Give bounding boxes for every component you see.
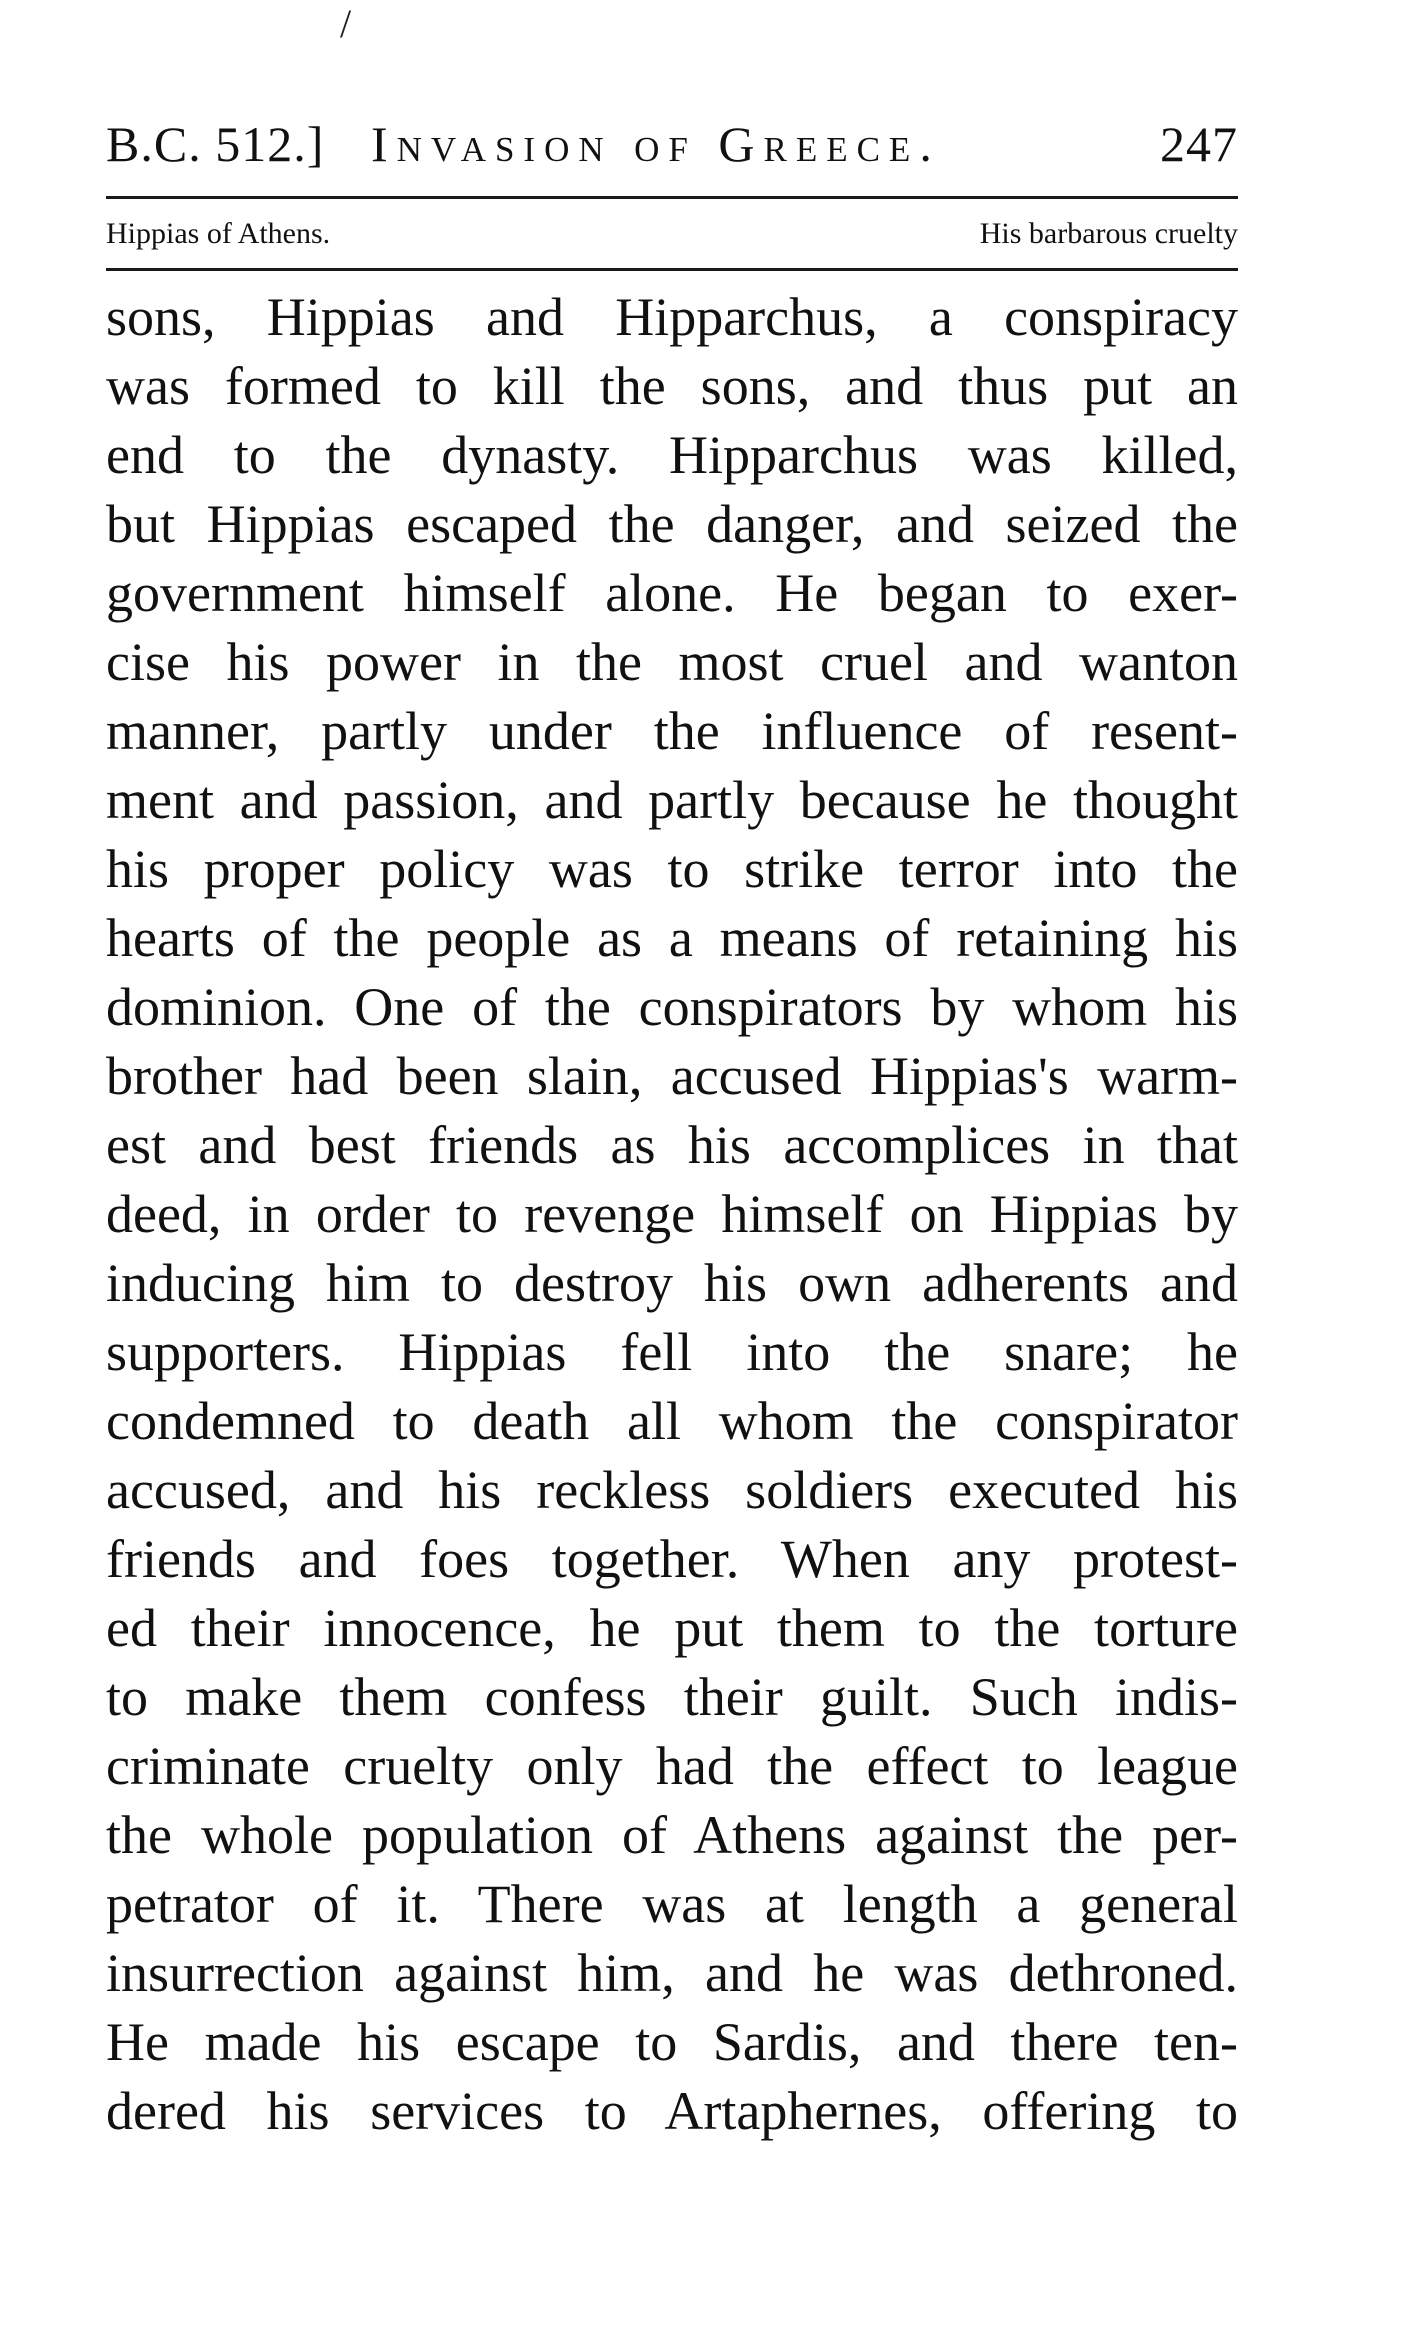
running-head (106, 112, 1238, 176)
text-line: est and best friends as his accomplices in that (106, 1115, 1238, 1175)
text-line: hearts of the people as a means of retaining his (106, 908, 1238, 968)
text-line: supporters. Hippias fell into the snare; he (106, 1322, 1238, 1382)
text-line: friends and foes together. When any protest- (106, 1529, 1238, 1589)
text-line: brother had been slain, accused Hippias's warm- (106, 1046, 1238, 1106)
header-rule-top (106, 196, 1238, 199)
header-rule-bottom (106, 268, 1238, 271)
text-line: dominion. One of the conspirators by whom his (106, 977, 1238, 1037)
header-title: Invasion of Greece. (371, 116, 941, 172)
page-number: 247 (1160, 116, 1238, 172)
text-line: the whole population of Athens against the per- (106, 1805, 1238, 1865)
text-line: ed their innocence, he put them to the torture (106, 1598, 1238, 1658)
header-era: B.C. 512.] (106, 116, 325, 172)
sidenote-right: His barbarous cruelty (979, 217, 1238, 250)
body-text (106, 283, 1238, 2146)
text-line: to make them confess their guilt. Such indis- (106, 1667, 1238, 1727)
text-line: petrator of it. There was at length a general (106, 1874, 1238, 1934)
text-line: criminate cruelty only had the effect to league (106, 1736, 1238, 1796)
sidenote-left: Hippias of Athens. (106, 217, 331, 250)
text-line: insurrection against him, and he was dethroned. (106, 1943, 1238, 2003)
text-line: cise his power in the most cruel and wanton (106, 632, 1238, 692)
text-line: manner, partly under the influence of resent- (106, 701, 1238, 761)
text-line: sons, Hippias and Hipparchus, a conspiracy (106, 287, 1238, 347)
text-line: accused, and his reckless soldiers executed his (106, 1460, 1238, 1520)
text-line: dered his services to Artaphernes, offering to (106, 2081, 1238, 2141)
text-line: ment and passion, and partly because he thought (106, 770, 1238, 830)
text-line: government himself alone. He began to exer- (106, 563, 1238, 623)
text-line: his proper policy was to strike terror into the (106, 839, 1238, 899)
text-line: but Hippias escaped the danger, and seized the (106, 494, 1238, 554)
text-line: He made his escape to Sardis, and there ten- (106, 2012, 1238, 2072)
text-line: condemned to death all whom the conspirator (106, 1391, 1238, 1451)
stray-ink-mark: / (340, 1, 352, 46)
text-line: was formed to kill the sons, and thus put an (106, 356, 1238, 416)
text-line: deed, in order to revenge himself on Hippias by (106, 1184, 1238, 1244)
text-line: inducing him to destroy his own adherents and (106, 1253, 1238, 1313)
text-line: end to the dynasty. Hipparchus was killed, (106, 425, 1238, 485)
